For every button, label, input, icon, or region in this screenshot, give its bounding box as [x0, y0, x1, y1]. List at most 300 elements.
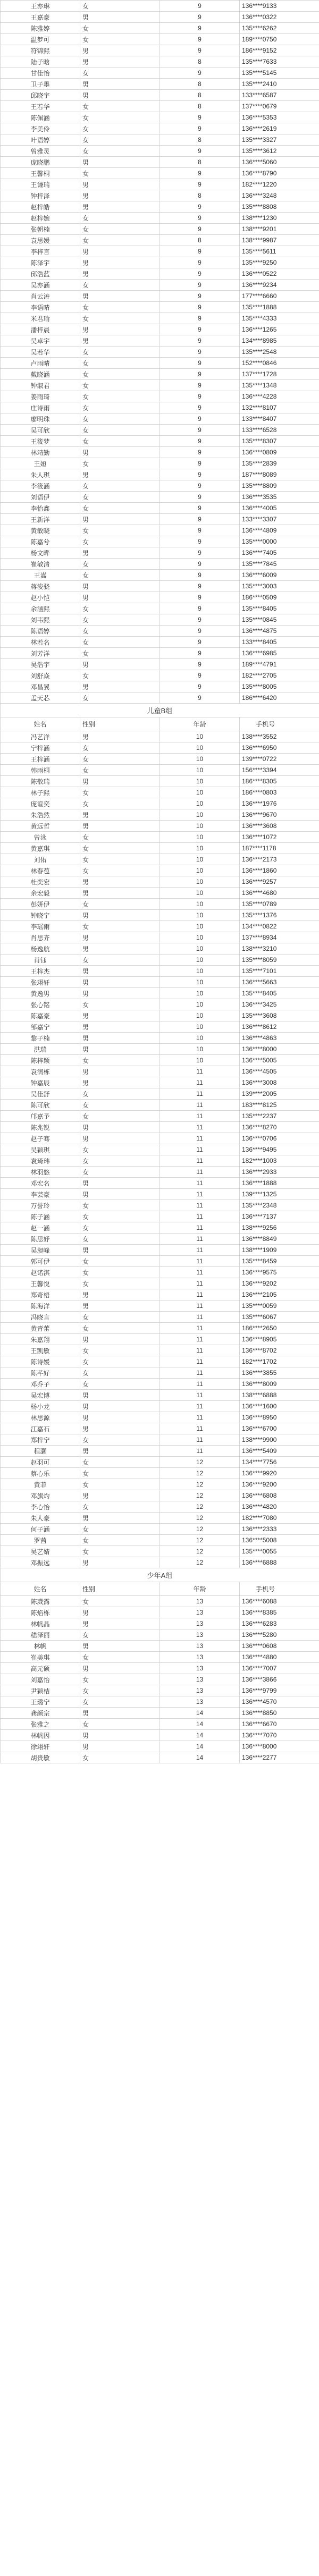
name-cell: 黄菲	[1, 1479, 80, 1490]
name-cell: 林思源	[1, 1412, 80, 1423]
name-cell: 黎子楠	[1, 1033, 80, 1044]
gender-cell: 男	[80, 1289, 160, 1300]
age-cell: 13	[160, 1663, 240, 1674]
gender-cell: 女	[80, 1685, 160, 1696]
phone-cell: 135****1376	[240, 910, 319, 921]
gender-cell: 男	[80, 809, 160, 821]
gender-cell: 女	[80, 955, 160, 966]
table-row	[1, 1189, 319, 1200]
table-row	[1, 90, 319, 101]
age-cell: 11	[160, 1077, 240, 1088]
phone-cell: 138****1909	[240, 1245, 319, 1256]
table-row	[1, 843, 319, 854]
gender-cell: 女	[80, 1652, 160, 1663]
phone-cell: 138****9256	[240, 1222, 319, 1234]
table-row	[1, 157, 319, 168]
age-cell: 11	[160, 1122, 240, 1133]
section-title-row	[1, 1568, 319, 1582]
table-row	[1, 268, 319, 280]
name-cell: 钟嘉辰	[1, 1077, 80, 1088]
age-cell: 9	[160, 659, 240, 670]
age-cell: 10	[160, 821, 240, 832]
name-cell: 黄嘉琪	[1, 843, 80, 854]
name-cell: 戴晓涵	[1, 369, 80, 380]
table-row	[1, 402, 319, 413]
age-cell: 10	[160, 1044, 240, 1055]
table-row	[1, 1144, 319, 1155]
name-cell: 陈海洋	[1, 1300, 80, 1312]
gender-cell: 男	[80, 1730, 160, 1741]
age-cell: 8	[160, 79, 240, 90]
name-cell: 钟梓泽	[1, 190, 80, 201]
phone-cell: 136****3608	[240, 821, 319, 832]
table-row	[1, 1066, 319, 1077]
gender-cell: 女	[80, 1546, 160, 1557]
phone-cell: 136****0608	[240, 1641, 319, 1652]
table-row	[1, 458, 319, 469]
phone-cell: 136****3535	[240, 492, 319, 503]
age-cell: 13	[160, 1696, 240, 1708]
name-cell: 王嵩	[1, 570, 80, 581]
name-cell: 林子熙	[1, 787, 80, 798]
gender-cell: 男	[80, 1245, 160, 1256]
phone-cell: 135****8808	[240, 201, 319, 213]
name-cell: 刘佑	[1, 854, 80, 865]
table-row	[1, 581, 319, 592]
table-row	[1, 469, 319, 480]
age-cell: 10	[160, 943, 240, 955]
name-cell: 邹嘉宁	[1, 1021, 80, 1033]
name-cell: 尹颖桔	[1, 1685, 80, 1696]
name-cell: 潘梓晨	[1, 324, 80, 335]
name-cell: 吴可欣	[1, 425, 80, 436]
gender-cell: 女	[80, 23, 160, 34]
gender-cell: 男	[80, 246, 160, 257]
phone-cell: 138****1230	[240, 213, 319, 224]
gender-cell: 女	[80, 1234, 160, 1245]
age-cell: 11	[160, 1066, 240, 1077]
name-cell: 孟天芯	[1, 692, 80, 704]
phone-cell: 137****8934	[240, 932, 319, 943]
gender-cell: 男	[80, 1044, 160, 1055]
name-cell: 郑奇梧	[1, 1289, 80, 1300]
name-cell: 王新洋	[1, 514, 80, 525]
table-header-row	[1, 717, 319, 731]
phone-cell: 136****5663	[240, 977, 319, 988]
age-cell: 9	[160, 592, 240, 603]
phone-cell: 135****9250	[240, 257, 319, 268]
name-cell: 赵梓皓	[1, 201, 80, 213]
table-row	[1, 1663, 319, 1674]
age-cell: 10	[160, 988, 240, 999]
gender-cell: 女	[80, 67, 160, 79]
phone-cell: 138****3552	[240, 731, 319, 742]
phone-cell: 182****2705	[240, 670, 319, 681]
age-cell: 9	[160, 514, 240, 525]
gender-cell: 男	[80, 335, 160, 347]
name-cell: 张心铭	[1, 999, 80, 1010]
phone-cell: 136****2333	[240, 1524, 319, 1535]
name-cell: 李芸豪	[1, 1189, 80, 1200]
name-cell: 刘语伊	[1, 492, 80, 503]
age-cell: 10	[160, 921, 240, 932]
gender-cell: 女	[80, 536, 160, 547]
name-cell: 张雅之	[1, 1719, 80, 1730]
name-cell: 吴佳舒	[1, 1088, 80, 1100]
gender-cell: 男	[80, 547, 160, 559]
table-row	[1, 1300, 319, 1312]
phone-cell: 136****4880	[240, 1652, 319, 1663]
age-cell: 9	[160, 626, 240, 637]
age-cell: 13	[160, 1596, 240, 1607]
table-row	[1, 391, 319, 402]
gender-cell: 男	[80, 90, 160, 101]
gender-cell: 男	[80, 179, 160, 190]
phone-cell: 135****8307	[240, 436, 319, 447]
age-cell: 9	[160, 413, 240, 425]
gender-cell: 女	[80, 1167, 160, 1178]
phone-cell: 136****9920	[240, 1468, 319, 1479]
phone-cell: 136****9257	[240, 876, 319, 888]
gender-cell: 女	[80, 425, 160, 436]
age-cell: 11	[160, 1412, 240, 1423]
age-cell: 10	[160, 854, 240, 865]
phone-cell: 135****3003	[240, 581, 319, 592]
age-cell: 9	[160, 112, 240, 123]
gender-cell: 男	[80, 291, 160, 302]
name-cell: 何子涵	[1, 1524, 80, 1535]
name-cell: 庄诗雨	[1, 402, 80, 413]
name-cell: 黄青蕾	[1, 1323, 80, 1334]
name-cell: 林帆晶	[1, 1618, 80, 1629]
name-cell: 李筱涵	[1, 480, 80, 492]
gender-cell: 男	[80, 821, 160, 832]
table-row	[1, 146, 319, 157]
gender-cell: 女	[80, 1111, 160, 1122]
phone-cell: 136****4863	[240, 1033, 319, 1044]
age-cell: 10	[160, 731, 240, 742]
name-cell: 王谦瑞	[1, 179, 80, 190]
phone-cell: 186****2650	[240, 1323, 319, 1334]
phone-cell: 177****6660	[240, 291, 319, 302]
age-cell: 9	[160, 614, 240, 626]
gender-cell: 女	[80, 832, 160, 843]
column-header: 年龄	[160, 1582, 240, 1596]
gender-cell: 女	[80, 391, 160, 402]
age-cell: 8	[160, 190, 240, 201]
name-cell: 邝嘉予	[1, 1111, 80, 1122]
gender-cell: 男	[80, 966, 160, 977]
age-cell: 9	[160, 347, 240, 358]
age-cell: 12	[160, 1479, 240, 1490]
gender-cell: 男	[80, 876, 160, 888]
age-cell: 10	[160, 999, 240, 1010]
age-cell: 9	[160, 335, 240, 347]
age-cell: 11	[160, 1401, 240, 1412]
name-cell: 陈雅婷	[1, 23, 80, 34]
gender-cell: 女	[80, 670, 160, 681]
gender-cell: 女	[80, 1256, 160, 1267]
phone-cell: 136****9202	[240, 1278, 319, 1289]
table-row	[1, 358, 319, 369]
table-row	[1, 988, 319, 999]
age-cell: 10	[160, 932, 240, 943]
table-row	[1, 787, 319, 798]
gender-cell: 男	[80, 56, 160, 67]
column-header: 年龄	[160, 717, 240, 731]
gender-cell: 女	[80, 1312, 160, 1323]
name-cell: 高元硕	[1, 1663, 80, 1674]
name-cell: 邓昌翼	[1, 681, 80, 692]
gender-cell: 女	[80, 742, 160, 754]
table-row	[1, 1685, 319, 1696]
age-cell: 9	[160, 146, 240, 157]
gender-cell: 男	[80, 592, 160, 603]
phone-cell: 136****0322	[240, 12, 319, 23]
name-cell: 崔美琪	[1, 1652, 80, 1663]
phone-cell: 183****8125	[240, 1100, 319, 1111]
table-row	[1, 492, 319, 503]
gender-cell: 男	[80, 324, 160, 335]
age-cell: 9	[160, 681, 240, 692]
age-cell: 13	[160, 1652, 240, 1663]
gender-cell: 男	[80, 977, 160, 988]
age-cell: 8	[160, 90, 240, 101]
gender-cell: 男	[80, 1066, 160, 1077]
name-cell: 陈可欣	[1, 1100, 80, 1111]
age-cell: 9	[160, 469, 240, 480]
table-row	[1, 1641, 319, 1652]
gender-cell: 女	[80, 1267, 160, 1278]
phone-cell: 136****2173	[240, 854, 319, 865]
table-row	[1, 201, 319, 213]
table-row	[1, 1557, 319, 1568]
age-cell: 9	[160, 547, 240, 559]
age-cell: 11	[160, 1367, 240, 1379]
age-cell: 13	[160, 1618, 240, 1629]
age-cell: 10	[160, 865, 240, 876]
name-cell: 朱浩然	[1, 809, 80, 821]
gender-cell: 男	[80, 1641, 160, 1652]
name-cell: 袁琦玮	[1, 1155, 80, 1167]
age-cell: 11	[160, 1111, 240, 1122]
table-row	[1, 1044, 319, 1055]
table-row	[1, 12, 319, 23]
table-row	[1, 1719, 319, 1730]
phone-cell: 136****9133	[240, 1, 319, 12]
name-cell: 赵小恺	[1, 592, 80, 603]
phone-cell: 136****3425	[240, 999, 319, 1010]
table-row	[1, 246, 319, 257]
age-cell: 9	[160, 123, 240, 134]
phone-cell: 138****3210	[240, 943, 319, 955]
gender-cell: 男	[80, 1618, 160, 1629]
gender-cell: 女	[80, 865, 160, 876]
name-cell: 蒋浚骁	[1, 581, 80, 592]
age-cell: 9	[160, 391, 240, 402]
table-row	[1, 921, 319, 932]
age-cell: 11	[160, 1144, 240, 1155]
phone-cell: 135****8405	[240, 988, 319, 999]
phone-cell: 135****7633	[240, 56, 319, 67]
age-cell: 9	[160, 1, 240, 12]
phone-cell: 136****4005	[240, 503, 319, 514]
name-cell: 邓振远	[1, 1557, 80, 1568]
name-cell: 朱人琪	[1, 469, 80, 480]
name-cell: 王璐宁	[1, 1696, 80, 1708]
table-row	[1, 1468, 319, 1479]
table-row	[1, 224, 319, 235]
phone-cell: 186****6420	[240, 692, 319, 704]
age-cell: 9	[160, 369, 240, 380]
gender-cell: 女	[80, 1457, 160, 1468]
gender-cell: 男	[80, 1077, 160, 1088]
phone-cell: 136****2105	[240, 1289, 319, 1300]
table-row	[1, 865, 319, 876]
gender-cell: 男	[80, 1401, 160, 1412]
phone-cell: 136****0706	[240, 1133, 319, 1144]
gender-cell: 女	[80, 1696, 160, 1708]
table-row	[1, 659, 319, 670]
gender-cell: 女	[80, 1356, 160, 1367]
table-row	[1, 670, 319, 681]
gender-cell: 男	[80, 1607, 160, 1618]
phone-cell: 138****9201	[240, 224, 319, 235]
name-cell: 郭可伊	[1, 1256, 80, 1267]
name-cell: 陆子晗	[1, 56, 80, 67]
table-row	[1, 67, 319, 79]
phone-cell: 135****3327	[240, 134, 319, 146]
phone-cell: 136****0809	[240, 447, 319, 458]
phone-cell: 136****6950	[240, 742, 319, 754]
phone-cell: 136****8950	[240, 1412, 319, 1423]
phone-cell: 136****2933	[240, 1167, 319, 1178]
phone-cell: 136****3008	[240, 1077, 319, 1088]
age-cell: 10	[160, 977, 240, 988]
phone-cell: 135****0845	[240, 614, 319, 626]
gender-cell: 男	[80, 1390, 160, 1401]
name-cell: 王姮	[1, 458, 80, 469]
gender-cell: 男	[80, 469, 160, 480]
name-cell: 杨小龙	[1, 1401, 80, 1412]
gender-cell: 女	[80, 1222, 160, 1234]
table-row	[1, 910, 319, 921]
age-cell: 9	[160, 246, 240, 257]
gender-cell: 女	[80, 637, 160, 648]
name-cell: 陈语婷	[1, 626, 80, 637]
gender-cell: 女	[80, 787, 160, 798]
age-cell: 10	[160, 1033, 240, 1044]
phone-cell: 134****7756	[240, 1457, 319, 1468]
table-row	[1, 1256, 319, 1267]
phone-cell: 136****7137	[240, 1211, 319, 1222]
phone-cell: 136****4875	[240, 626, 319, 637]
name-cell: 余涵熙	[1, 603, 80, 614]
phone-cell: 136****1600	[240, 1401, 319, 1412]
gender-cell: 女	[80, 1468, 160, 1479]
name-cell: 钟晓宁	[1, 910, 80, 921]
phone-cell: 134****8985	[240, 335, 319, 347]
table-row	[1, 134, 319, 146]
age-cell: 9	[160, 67, 240, 79]
phone-cell: 136****9799	[240, 1685, 319, 1696]
gender-cell: 女	[80, 1, 160, 12]
age-cell: 10	[160, 966, 240, 977]
table-row	[1, 168, 319, 179]
column-header: 手机号	[240, 717, 319, 731]
phone-cell: 135****1888	[240, 302, 319, 313]
phone-cell: 136****4505	[240, 1066, 319, 1077]
age-cell: 10	[160, 765, 240, 776]
gender-cell: 女	[80, 1088, 160, 1100]
name-cell: 朱嘉翔	[1, 1334, 80, 1345]
name-cell: 吴卓宇	[1, 335, 80, 347]
name-cell: 王梓杰	[1, 966, 80, 977]
age-cell: 10	[160, 776, 240, 787]
phone-cell: 136****9200	[240, 1479, 319, 1490]
table-row	[1, 1356, 319, 1367]
phone-cell: 136****6888	[240, 1557, 319, 1568]
age-cell: 9	[160, 536, 240, 547]
name-cell: 王嘉豪	[1, 12, 80, 23]
gender-cell: 男	[80, 1663, 160, 1674]
name-cell: 杨逸航	[1, 943, 80, 955]
table-row	[1, 1524, 319, 1535]
name-cell: 李梓言	[1, 246, 80, 257]
gender-cell: 男	[80, 1557, 160, 1568]
table-row	[1, 291, 319, 302]
name-cell: 陈梓颖	[1, 1055, 80, 1066]
age-cell: 10	[160, 809, 240, 821]
table-row	[1, 1088, 319, 1100]
gender-cell: 男	[80, 1189, 160, 1200]
name-cell: 王若华	[1, 101, 80, 112]
table-row	[1, 1457, 319, 1468]
phone-cell: 135****8809	[240, 480, 319, 492]
name-cell: 张翊轩	[1, 977, 80, 988]
phone-cell: 135****0789	[240, 899, 319, 910]
age-cell: 11	[160, 1100, 240, 1111]
gender-cell: 男	[80, 1133, 160, 1144]
age-cell: 12	[160, 1490, 240, 1501]
age-cell: 11	[160, 1334, 240, 1345]
name-cell: 李心怡	[1, 1501, 80, 1513]
age-cell: 11	[160, 1167, 240, 1178]
phone-cell: 136****6088	[240, 1596, 319, 1607]
age-cell: 9	[160, 447, 240, 458]
name-cell: 王馨悦	[1, 1278, 80, 1289]
gender-cell: 男	[80, 1033, 160, 1044]
phone-cell: 182****1220	[240, 179, 319, 190]
phone-cell: 136****5280	[240, 1629, 319, 1641]
table-row	[1, 626, 319, 637]
phone-cell: 136****5008	[240, 1535, 319, 1546]
gender-cell: 女	[80, 614, 160, 626]
name-cell: 吴颖琪	[1, 1144, 80, 1155]
table-row	[1, 1546, 319, 1557]
phone-cell: 136****8270	[240, 1122, 319, 1133]
age-cell: 9	[160, 525, 240, 536]
phone-cell: 138****9900	[240, 1434, 319, 1446]
phone-cell: 139****1325	[240, 1189, 319, 1200]
table-row	[1, 742, 319, 754]
name-cell: 卫子墨	[1, 79, 80, 90]
gender-cell: 女	[80, 213, 160, 224]
age-cell: 14	[160, 1730, 240, 1741]
name-cell: 温梦可	[1, 34, 80, 45]
phone-cell: 136****1860	[240, 865, 319, 876]
table-row	[1, 681, 319, 692]
